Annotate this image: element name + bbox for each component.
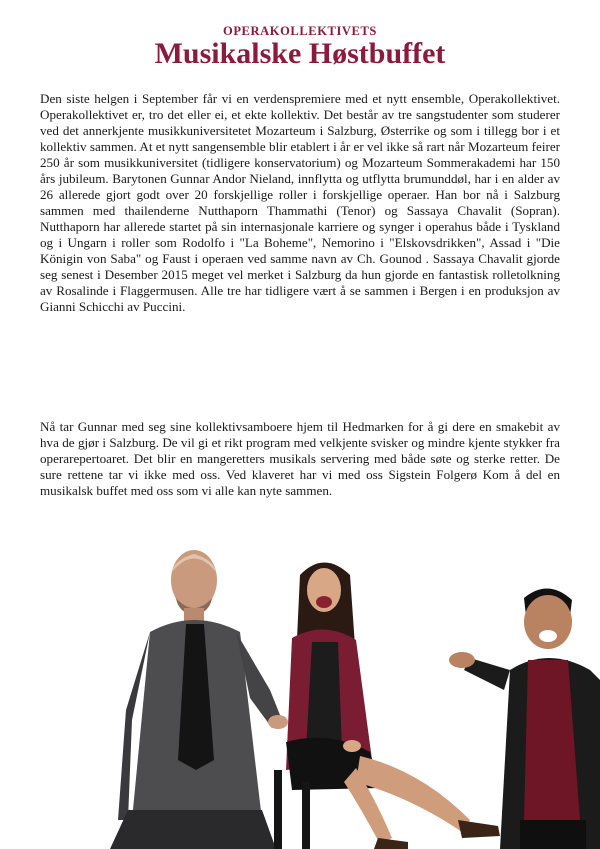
header-kicker: OPERAKOLLEKTIVETS: [223, 24, 377, 38]
ensemble-photo: [0, 520, 600, 849]
paragraph-program: Nå tar Gunnar med seg sine kollektivsamboere hjem til Hedmarken for å gi dere en smakebit av hva de gjør i Salzburg. De vil gi et rikt program med velkjente svisker og mindre kjente stykker fra operarepertoaret. Det blir en mangeretters musikals servering med både søte og sterke retter. De sure rettene tar vi ikke med oss. Ved klaveret har vi med oss Sigstein Folgerø Kom å del en musikalsk buffet med oss som vi alle kan nyte sammen.: [40, 419, 560, 498]
paragraph-intro: Den siste helgen i September får vi en verdenspremiere med et nytt ensemble, Operakollektivet. Operakollektivet er, tro det eller ei, et ekte kollektiv. Det består av tre sangstudenter som studerer ved det annerkjente musikkuniversitetet Mozarteum i Salzburg, Østerrike og som i tillegg bor i et kollektiv sammen. At et nytt sangensemble blir etablert i år er vel ikke så rart når Mozarteum feirer 250 år som musikkuniversitet (tidligere konservatorium) og Mozarteum Sommerakademi har 150 års jubileum. Barytonen Gunnar Andor Nieland, innflytta og utflytta brumunddøl, har i en alder av 26 allerede gjort godt over 20 forskjellige roller i forskjellige operaer. Han bor nå i Salzburg sammen med thailenderne Nutthaporn Thammathi (Tenor) og Sassaya Chavalit (Sopran). Nutthaporn har allerede startet på sin internasjonale karriere og synger i operahus både i Tyskland og i Ungarn i roller som Rodolfo i "La Boheme", Nemorino i "Elskovsdrikken", Assad i "Die Königin von Saba" og Faust i operaen ved samme navn av Ch. Gounod . Sassaya Chavalit gjorde seg senest i Desember 2015 meget vel merket i Salzburg da hun gjorde en fantastisk rolletolkning av Rosalinde i Flaggermusen. Alle tre har tidligere vært å se sammen i Bergen i en produksjon av Gianni Schicchi av Puccini.: [40, 91, 560, 314]
page-title: Musikalske Høstbuffet: [154, 37, 446, 70]
